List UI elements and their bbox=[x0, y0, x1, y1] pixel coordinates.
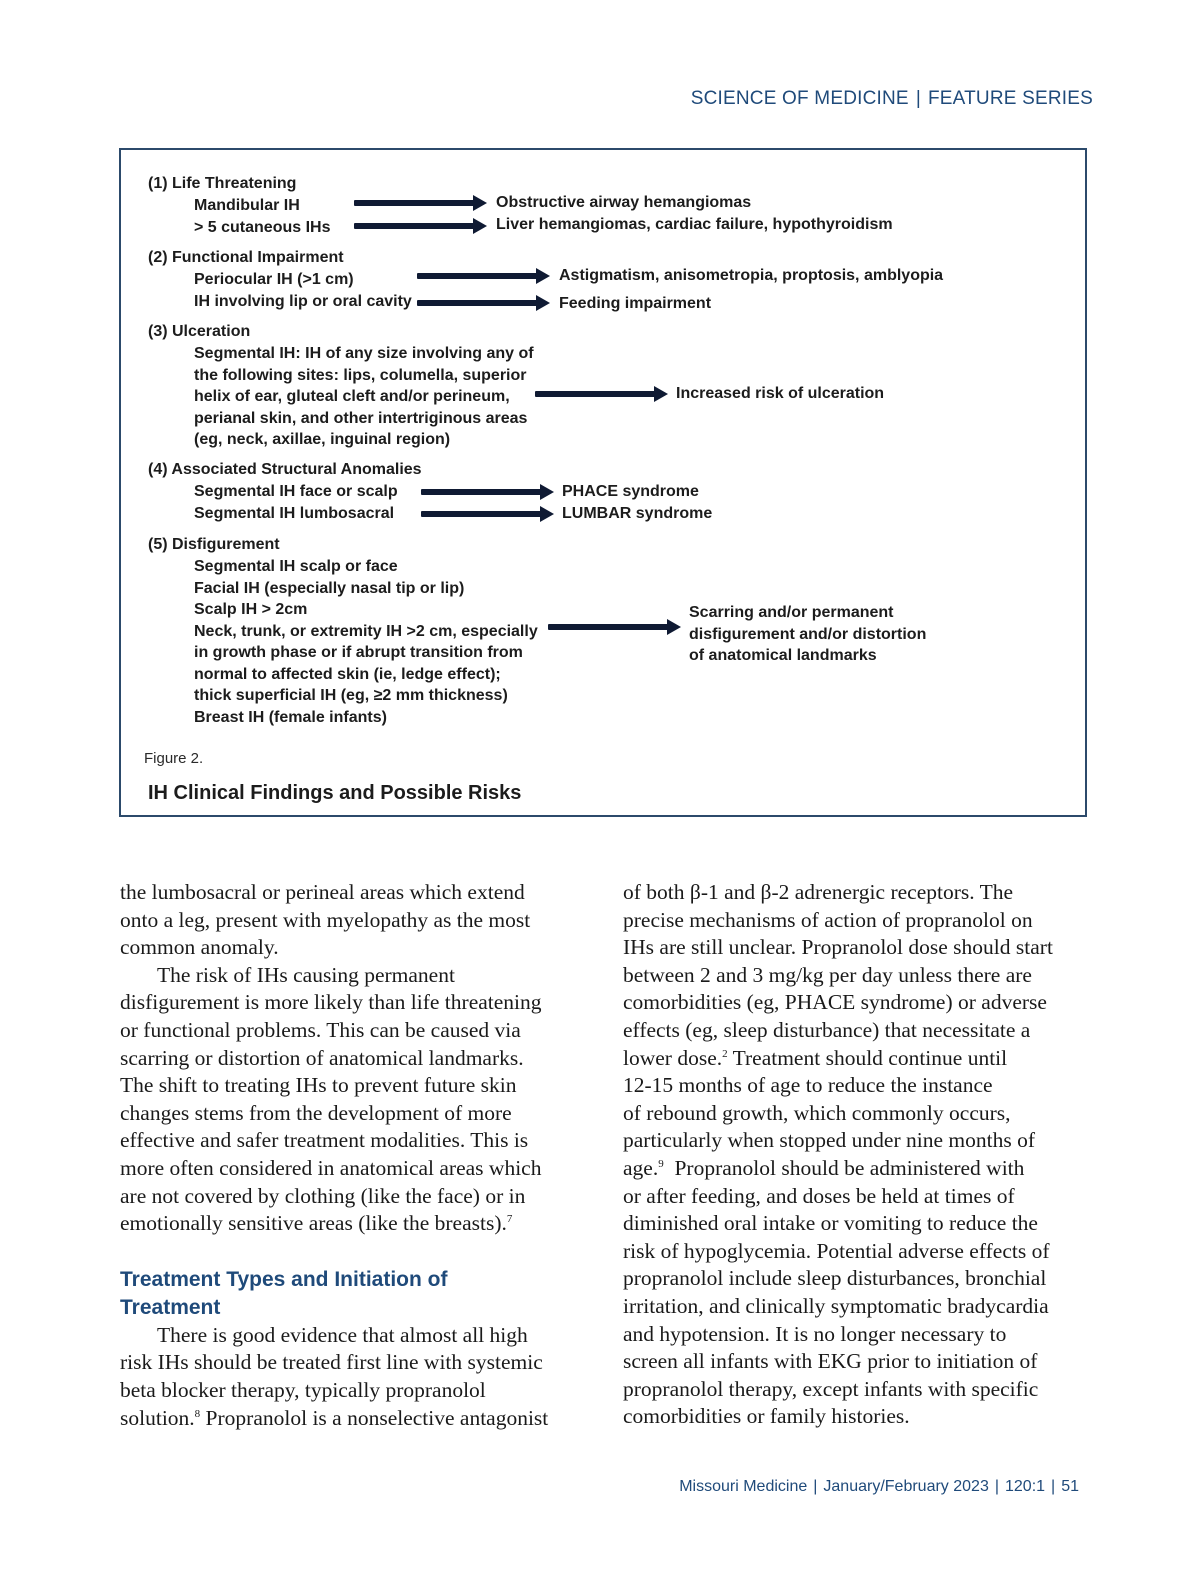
reference-marker: 9 bbox=[658, 1157, 664, 1170]
body-line: beta blocker therapy, typically propranolol bbox=[120, 1377, 486, 1402]
body-line: The risk of IHs causing permanent bbox=[157, 962, 455, 987]
body-line: more often considered in anatomical areas which bbox=[120, 1155, 542, 1180]
left-column bbox=[120, 879, 548, 1432]
body-line: particularly when stopped under nine months of bbox=[623, 1128, 1035, 1153]
body-line: changes stems from the development of more bbox=[120, 1100, 512, 1125]
group-5-finding: Breast IH (female infants) bbox=[194, 708, 387, 726]
body-line: are not covered by clothing (like the face) or in bbox=[120, 1183, 526, 1208]
group-2-finding: Periocular IH (>1 cm) bbox=[194, 271, 354, 288]
group-3-finding: Segmental IH: IH of any size involving any of bbox=[194, 345, 534, 362]
figure-title: IH Clinical Findings and Possible Risks bbox=[148, 782, 522, 804]
group-5-finding: in growth phase or if abrupt transition from bbox=[194, 644, 523, 661]
group-2-risk: Feeding impairment bbox=[559, 295, 712, 312]
arrow-2b bbox=[417, 300, 550, 306]
body-line: scarring or distortion of anatomical landmarks. bbox=[120, 1045, 524, 1070]
group-4-finding: Segmental IH face or scalp bbox=[194, 483, 398, 500]
body-line: propranolol therapy, except infants with specific bbox=[623, 1376, 1039, 1401]
group-1-risk: Liver hemangiomas, cardiac failure, hypothyroidism bbox=[496, 216, 893, 233]
body-line: The shift to treating IHs to prevent future skin bbox=[120, 1073, 517, 1098]
body-line: screen all infants with EKG prior to initiation of bbox=[623, 1349, 1038, 1374]
group-5-heading: (5) Disfigurement bbox=[148, 536, 280, 553]
body-line: risk IHs should be treated first line with systemic bbox=[120, 1350, 543, 1375]
body-line: propranolol include sleep disturbances, bronchial bbox=[623, 1266, 1047, 1291]
body-line: between 2 and 3 mg/kg per day unless there are bbox=[623, 962, 1032, 987]
body-line: emotionally sensitive areas (like the breasts).$^7$ bbox=[120, 1211, 513, 1236]
body-line: age.$^9$ Propranolol should be administered with bbox=[623, 1155, 1025, 1180]
group-5-finding: Neck, trunk, or extremity IH >2 cm, especially bbox=[194, 622, 538, 640]
body-line: comorbidities (eg, PHACE syndrome) or adverse bbox=[623, 990, 1047, 1015]
body-line: solution.$^8$ Propranolol is a nonselective antagonist bbox=[120, 1405, 549, 1430]
arrow-4b bbox=[421, 511, 554, 517]
group-2-finding: IH involving lip or oral cavity bbox=[194, 293, 412, 310]
arrow-1b bbox=[354, 223, 487, 229]
body-line: or functional problems. This can be caused via bbox=[120, 1017, 521, 1042]
group-5-risk: disfigurement and/or distortion bbox=[689, 625, 927, 643]
body-line: effects (eg, sleep disturbance) that necessitate a bbox=[623, 1017, 1031, 1042]
page-number: 51 bbox=[1061, 1478, 1079, 1495]
group-3-finding: (eg, neck, axillae, inguinal region) bbox=[194, 431, 451, 448]
group-4-finding: Segmental IH lumbosacral bbox=[194, 505, 395, 522]
header-section: SCIENCE OF MEDICINE bbox=[690, 88, 909, 109]
group-5-finding: Facial IH (especially nasal tip or lip) bbox=[194, 579, 465, 597]
group-1-finding: > 5 cutaneous IHs bbox=[194, 219, 331, 236]
header-separator: | bbox=[915, 88, 921, 109]
arrow-5 bbox=[548, 624, 681, 630]
group-5-finding: thick superficial IH (eg, ≥2 mm thickness) bbox=[194, 687, 508, 704]
arrow-3 bbox=[535, 391, 668, 397]
group-1-risk: Obstructive airway hemangiomas bbox=[496, 194, 752, 211]
footer-issue: January/February 2023 bbox=[823, 1478, 989, 1495]
group-3-finding: the following sites: lips, columella, superior bbox=[194, 366, 527, 384]
group-3-finding: perianal skin, and other intertriginous areas bbox=[194, 409, 528, 427]
group-5-finding: normal to affected skin (ie, ledge effect); bbox=[194, 665, 501, 683]
page-footer: Missouri Medicine | January/February 2023 | 120:1 | 51 bbox=[679, 1478, 1079, 1495]
body-line: disfigurement is more likely than life threatening bbox=[120, 990, 542, 1015]
group-2-risk: Astigmatism, anisometropia, proptosis, amblyopia bbox=[559, 267, 944, 284]
group-4-heading: (4) Associated Structural Anomalies bbox=[148, 461, 422, 478]
footer-volume: 120:1 bbox=[1005, 1478, 1046, 1495]
arrow-1a bbox=[354, 200, 487, 206]
header-series: FEATURE SERIES bbox=[927, 88, 1093, 109]
body-line: lower dose.$^2$ Treatment should continue until bbox=[623, 1045, 1008, 1070]
reference-marker: 8 bbox=[194, 1407, 201, 1420]
body-line: IHs are still unclear. Propranolol dose should start bbox=[623, 935, 1053, 960]
right-column bbox=[623, 879, 1053, 1431]
arrow-4a bbox=[421, 489, 554, 495]
body-line: the lumbosacral or perineal areas which extend bbox=[120, 880, 525, 904]
body-line: onto a leg, present with myelopathy as the most bbox=[120, 907, 531, 932]
body-line: or after feeding, and doses be held at times of bbox=[623, 1183, 1015, 1208]
body-line: risk of hypoglycemia. Potential adverse effects of bbox=[623, 1238, 1050, 1263]
footer-journal: Missouri Medicine bbox=[679, 1478, 808, 1495]
group-5-risk: Scarring and/or permanent bbox=[689, 604, 894, 621]
group-5-finding: Segmental IH scalp or face bbox=[194, 558, 398, 575]
figure-2 bbox=[119, 148, 1087, 817]
body-line: There is good evidence that almost all high bbox=[157, 1322, 528, 1347]
group-2-heading: (2) Functional Impairment bbox=[148, 249, 344, 266]
reference-marker: 2 bbox=[722, 1047, 728, 1060]
body-line: of both β-1 and β-2 adrenergic receptors. The bbox=[623, 880, 1014, 904]
group-3-risk: Increased risk of ulceration bbox=[676, 385, 885, 402]
group-3-finding: helix of ear, gluteal cleft and/or perineum, bbox=[194, 388, 510, 405]
body-line: comorbidities or family histories. bbox=[623, 1404, 910, 1429]
group-5-risk: of anatomical landmarks bbox=[689, 647, 877, 664]
arrow-2a bbox=[417, 273, 550, 279]
group-4-risk: PHACE syndrome bbox=[562, 483, 699, 500]
group-3-heading: (3) Ulceration bbox=[148, 323, 251, 340]
body-line: irritation, and clinically symptomatic bradycardia bbox=[623, 1293, 1049, 1318]
group-5-finding: Scalp IH > 2cm bbox=[194, 601, 308, 618]
section-heading: Treatment Types and Initiation of Treatment bbox=[120, 1267, 448, 1319]
body-line: diminished oral intake or vomiting to reduce the bbox=[623, 1211, 1038, 1236]
body-line: of rebound growth, which commonly occurs, bbox=[623, 1100, 1011, 1125]
group-1-finding: Mandibular IH bbox=[194, 197, 300, 214]
group-1-heading: (1) Life Threatening bbox=[148, 175, 297, 192]
body-line: 12-15 months of age to reduce the instance bbox=[623, 1073, 993, 1098]
body-line: precise mechanisms of action of propranolol on bbox=[623, 907, 1033, 932]
group-4-risk: LUMBAR syndrome bbox=[562, 505, 713, 522]
body-line: and hypotension. It is no longer necessary to bbox=[623, 1321, 1007, 1346]
body-line: common anomaly. bbox=[120, 935, 279, 960]
reference-marker: 7 bbox=[506, 1212, 513, 1225]
body-line: effective and safer treatment modalities. This is bbox=[120, 1128, 529, 1153]
figure-label: Figure 2. bbox=[144, 750, 204, 767]
running-header bbox=[691, 88, 1093, 110]
